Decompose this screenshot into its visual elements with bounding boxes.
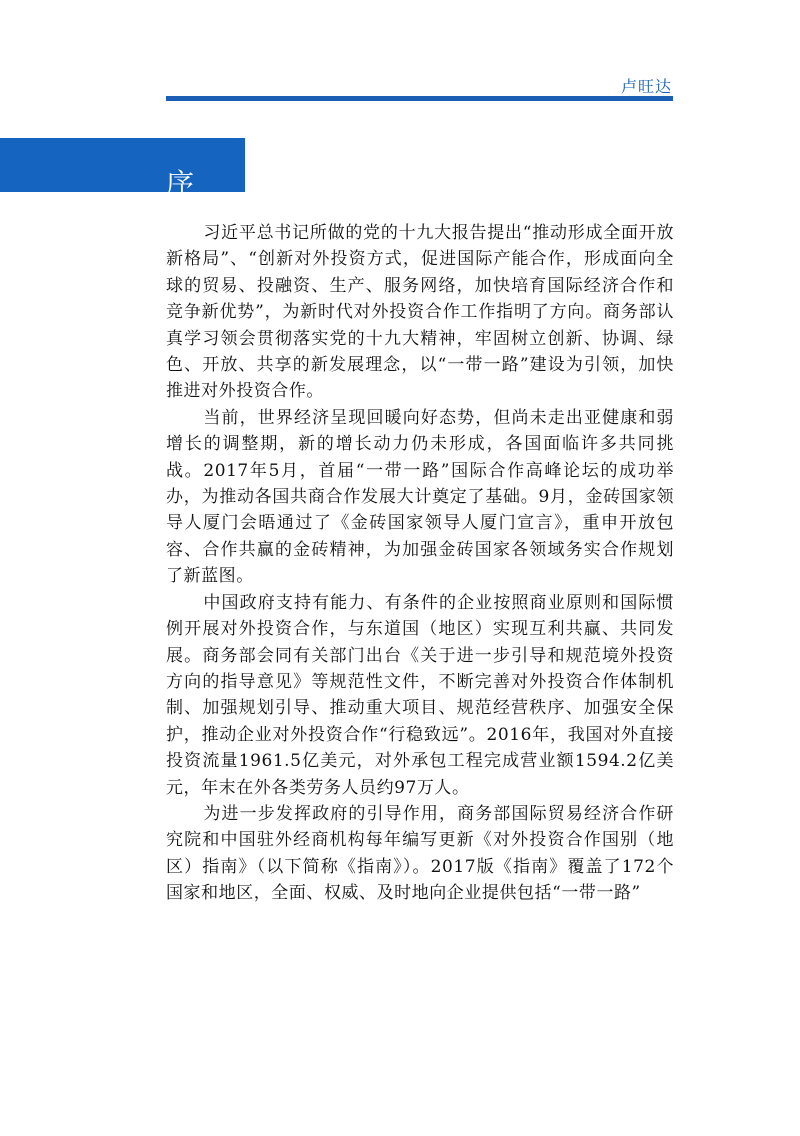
paragraph-3: 中国政府支持有能力、有条件的企业按照商业原则和国际惯例开展对外投资合作，与东道国（地区）实现互利共赢、共同发展。商务部会同有关部门出台《关于进一步引导和规范境外投资方向的指导意见》等规范性文件，不断完善对外投资合作体制机制、加强规划引导、推动重大项目、规范经营秩序、加强安全保护，推动企业对外投资合作“行稳致远”。2016年，我国对外直接投资流量1961.5亿美元，对外承包工程完成营业额1594.2亿美元，年末在外各类劳务人员约97万人。 [166,592,674,798]
body-text [166,220,674,907]
section-title-band [0,138,245,192]
paragraph-4: 为进一步发挥政府的引导作用，商务部国际贸易经济合作研究院和中国驻外经商机构每年编写更新《对外投资合作国别（地区）指南》（以下简称《指南》）。2017版《指南》覆盖了172个国家和地区，全面、权威、及时地向企业提供包括“一带一路” [166,803,674,904]
header-rule [166,96,673,101]
paragraph-1: 习近平总书记所做的党的十九大报告提出“推动形成全面开放新格局”、“创新对外投资方式，促进国际产能合作，形成面向全球的贸易、投融资、生产、服务网络，加快培育国际经济合作和竞争新优势”，为新时代对外投资合作工作指明了方向。商务部认真学习领会贯彻落实党的十九大精神，牢固树立创新、协调、绿色、开放、共享的新发展理念，以“一带一路”建设为引领，加快推进对外投资合作。 [166,223,674,402]
running-header-author: 卢旺达 [620,77,672,96]
section-title: 序 [166,166,195,200]
paragraph-2: 当前，世界经济呈现回暖向好态势，但尚未走出亚健康和弱增长的调整期，新的增长动力仍未形成，各国面临许多共同挑战。2017年5月，首届“一带一路”国际合作高峰论坛的成功举办，为推动各国共商合作发展大计奠定了基础。9月，金砖国家领导人厦门会晤通过了《金砖国家领导人厦门宣言》，重申开放包容、合作共赢的金砖精神，为加强金砖国家各领域务实合作规划了新蓝图。 [166,407,674,587]
